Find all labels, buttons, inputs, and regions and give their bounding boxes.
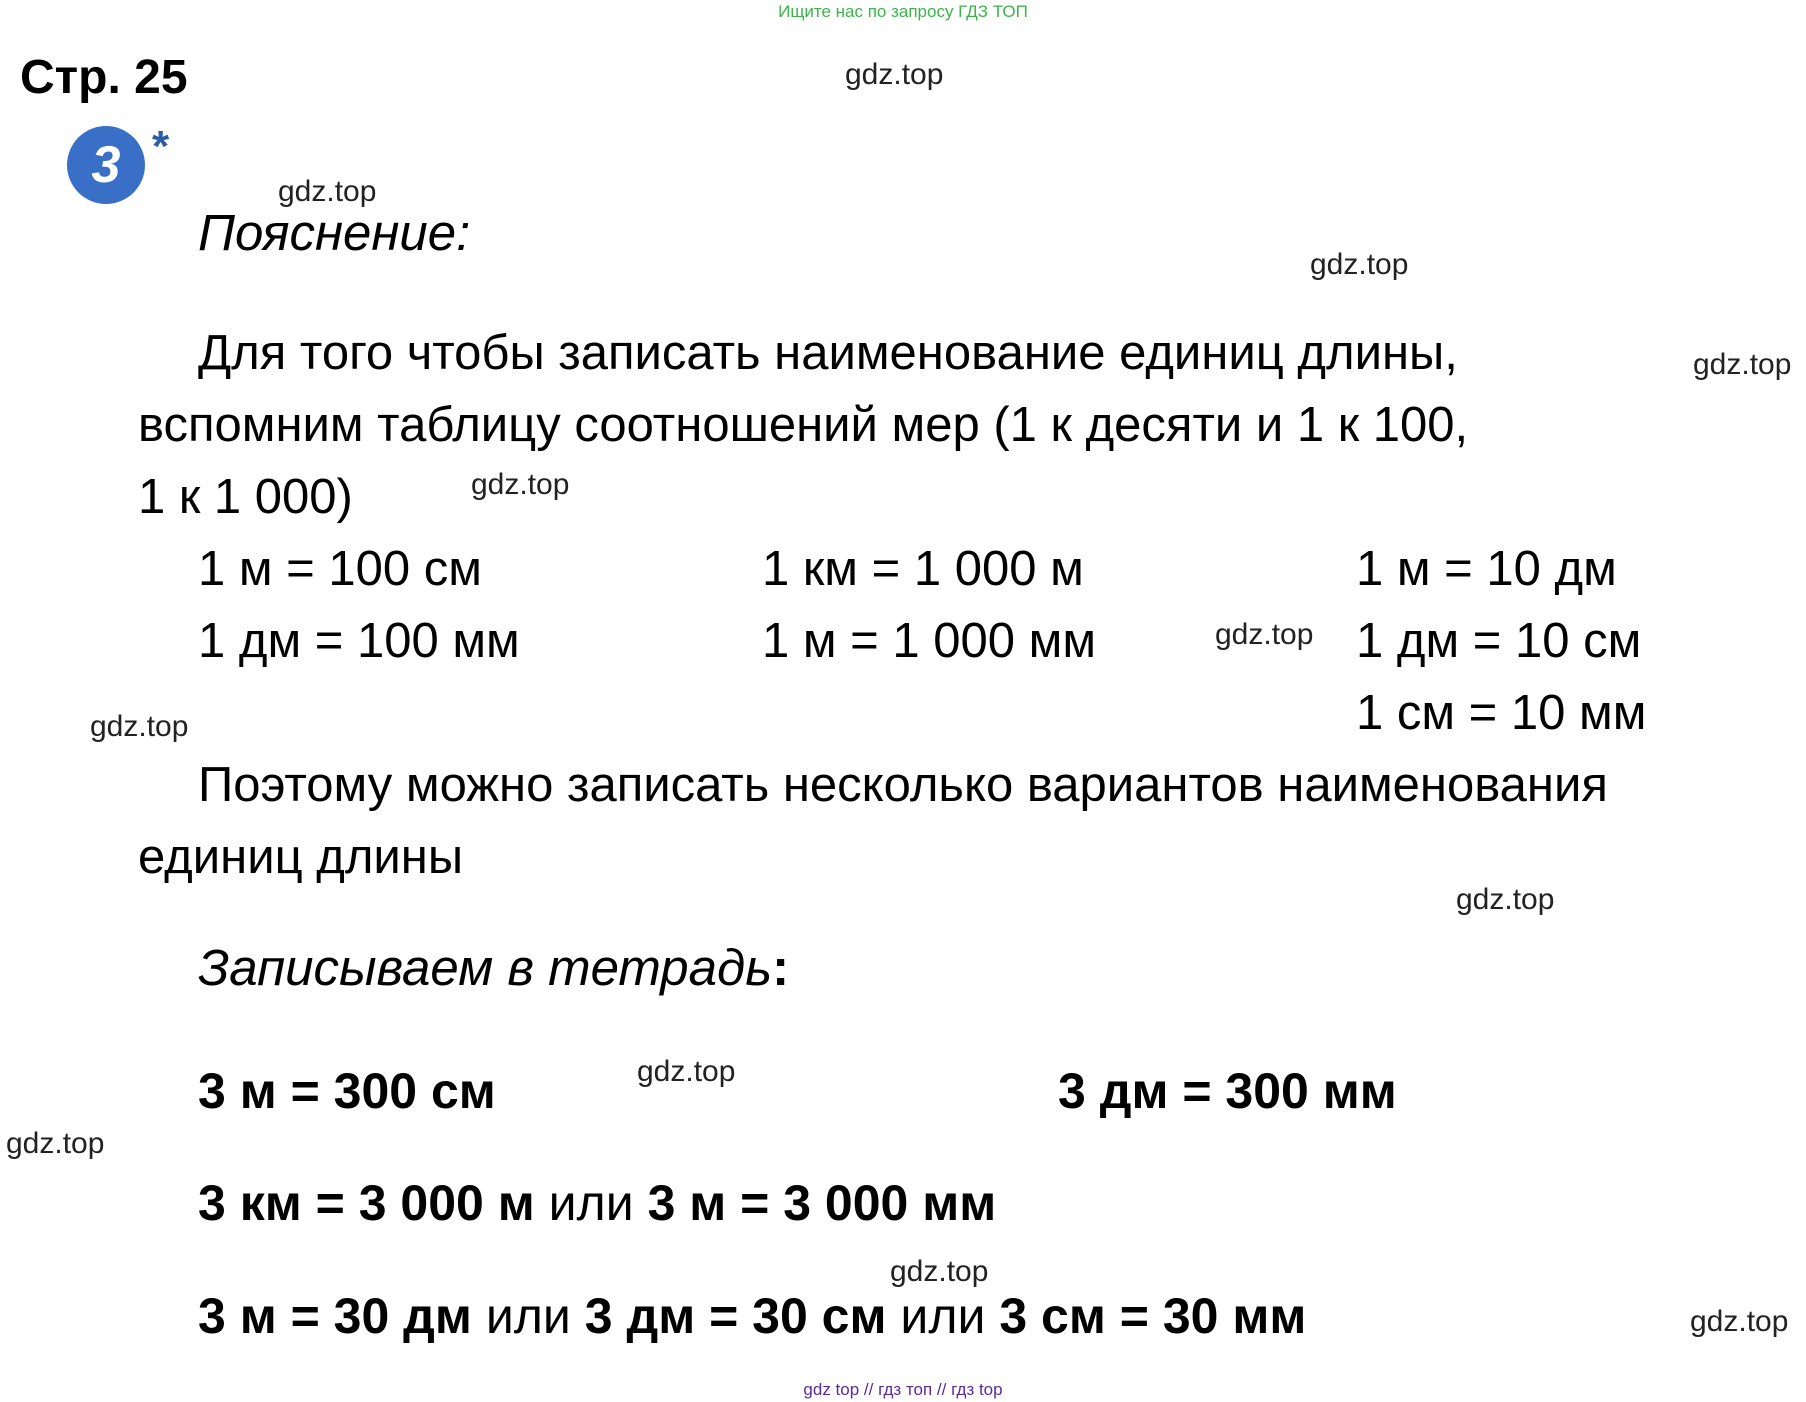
watermark: gdz.top [845, 58, 944, 91]
conclusion-line: единиц длины [138, 830, 464, 884]
intro-line: Для того чтобы записать наименование единиц длины, [198, 326, 1458, 380]
page-title: Стр. 25 [20, 51, 188, 104]
watermark: gdz.top [637, 1055, 736, 1088]
answer-line [198, 1174, 996, 1232]
footer: gdz top // гдз топ // гдз top [803, 1380, 1003, 1399]
intro-line: вспомним таблицу соотношений мер (1 к десяти и 1 к 100, [138, 398, 1469, 452]
answer-item: 3 дм = 30 см [584, 1288, 887, 1344]
relation-item: 1 дм = 100 мм [198, 614, 520, 668]
watermark: gdz.top [90, 710, 189, 743]
watermark: gdz.top [1693, 348, 1792, 381]
answer-connector: или [900, 1288, 986, 1344]
answer-item: 3 м = 30 дм [198, 1288, 472, 1344]
watermark: gdz.top [1310, 248, 1409, 281]
answer-connector: или [548, 1175, 634, 1231]
notebook-heading-colon: : [772, 939, 790, 996]
answer-item: 3 дм = 300 мм [1058, 1063, 1397, 1119]
answer-connector: или [485, 1288, 571, 1344]
watermark: gdz.top [1215, 618, 1314, 651]
answer-item: 3 см = 30 мм [999, 1288, 1307, 1344]
conclusion-line: Поэтому можно записать несколько вариантов наименования [198, 758, 1608, 812]
watermark: gdz.top [890, 1255, 989, 1288]
relation-item: 1 м = 1 000 мм [762, 614, 1097, 668]
relation-item: 1 дм = 10 см [1356, 614, 1642, 668]
answer-item: 3 км = 3 000 м [198, 1175, 535, 1231]
relation-item: 1 км = 1 000 м [762, 542, 1084, 596]
relation-item: 1 см = 10 мм [1356, 686, 1647, 740]
relation-item: 1 м = 10 дм [1356, 542, 1617, 596]
notebook-heading-text: Записываем в тетрадь [198, 939, 773, 996]
answer-item: 3 м = 300 см [198, 1063, 496, 1119]
watermark: gdz.top [471, 468, 570, 501]
watermark: gdz.top [1690, 1305, 1789, 1338]
notebook-heading [198, 938, 789, 997]
relation-item: 1 м = 100 см [198, 542, 482, 596]
answer-line [198, 1287, 1306, 1345]
explanation-heading: Пояснение: [198, 204, 471, 261]
top-banner: Ищите нас по запросу ГДЗ ТОП [778, 2, 1028, 21]
watermark: gdz.top [278, 175, 377, 208]
watermark: gdz.top [6, 1127, 105, 1160]
task-number-badge: 3 [67, 126, 145, 204]
intro-line: 1 к 1 000) [138, 470, 353, 524]
watermark: gdz.top [1456, 883, 1555, 916]
task-star-marker: * [152, 122, 170, 171]
answer-item: 3 м = 3 000 мм [647, 1175, 997, 1231]
